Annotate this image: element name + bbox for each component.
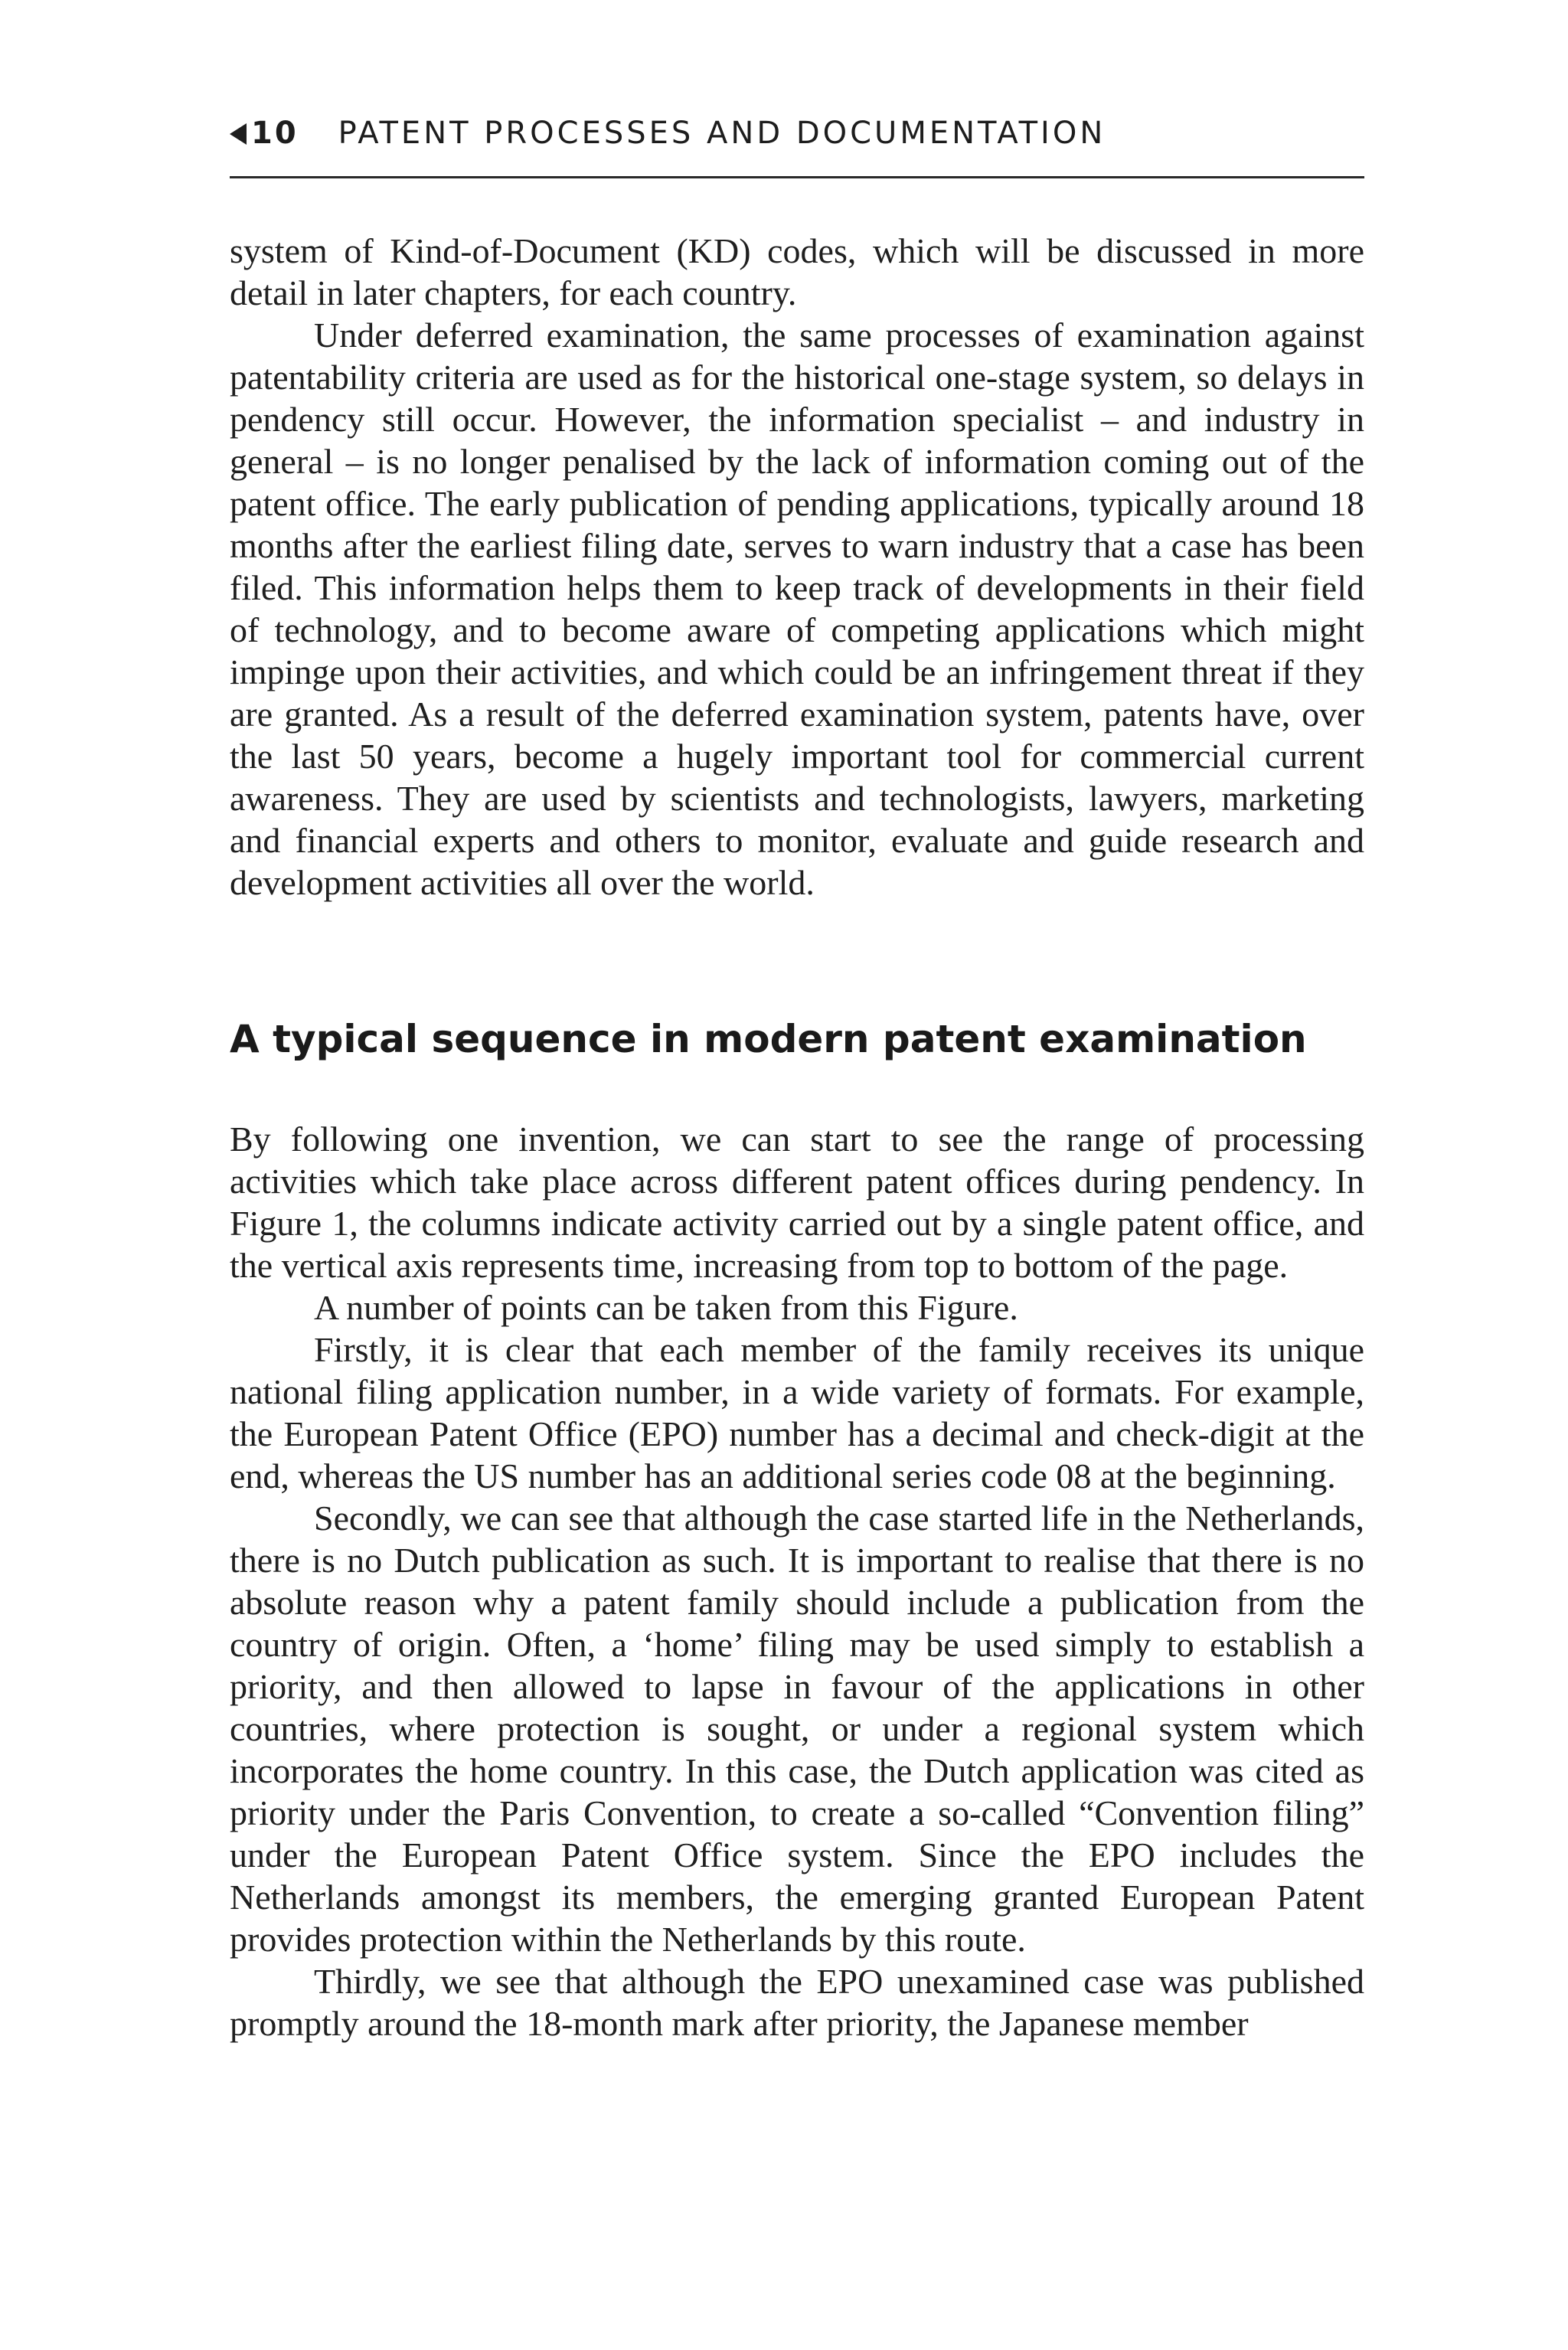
intro-text-block bbox=[230, 230, 1364, 904]
paragraph: Secondly, we can see that although the case started life in the Netherlands, there is no Dutch publication as such. It is important to realise that there is no absolute reason why a patent family should include a publication from the country of origin. Often, a ‘home’ filing may be used simply to establish a priority, and then allowed to lapse in favour of the applications in other countries, where protection is sought, or under a regional system which incorporates the home country. In this case, the Dutch application was cited as priority under the Paris Convention, to create a so-called “Convention filing” under the European Patent Office system. Since the EPO includes the Netherlands amongst its members, the emerging granted European Patent provides protection within the Netherlands by this route. bbox=[230, 1499, 1364, 1959]
section-heading: A typical sequence in modern patent examination bbox=[230, 1017, 1307, 1061]
paragraph: Under deferred examination, the same processes of examination against patentability criteria are used as for the historical one-stage system, so delays in pendency still occur. However, the information specialist – and industry in general – is no longer penalised by the lack of information coming out of the patent office. The early publication of pending applications, typically around 18 months after the earliest filing date, serves to warn industry that a case has been filed. This information helps them to keep track of developments in their field of technology, and to become aware of competing applications which might impinge upon their activities, and which could be an infringement threat if they are granted. As a result of the deferred examination system, patents have, over the last 50 years, become a hugely important tool for commercial current awareness. They are used by scientists and technologists, lawyers, marketing and financial experts and others to monitor, evaluate and guide research and development activities all over the world. bbox=[230, 315, 1364, 902]
page-number: 10 bbox=[251, 116, 299, 151]
running-head bbox=[230, 115, 1364, 152]
running-title: PATENT PROCESSES AND DOCUMENTATION bbox=[338, 116, 1106, 151]
paragraph: By following one invention, we can start to see the range of processing activities which take place across different patent offices during pendency. In Figure 1, the columns indicate activity carried out by a single patent office, and the vertical axis represents time, increasing from top to bottom of the page. bbox=[230, 1119, 1364, 1285]
header-rule bbox=[230, 176, 1364, 178]
paragraph: system of Kind-of-Document (KD) codes, which will be discussed in more detail in later chapters, for each country. bbox=[230, 231, 1364, 312]
left-arrow-marker-icon bbox=[230, 123, 247, 145]
paragraph: A number of points can be taken from this Figure. bbox=[314, 1288, 1018, 1327]
paragraph: Firstly, it is clear that each member of the family receives its unique national filing application number, in a wide variety of formats. For example, the European Patent Office (EPO) number has a decimal and check-digit at the end, whereas the US number has an additional series code 08 at the beginning. bbox=[230, 1330, 1364, 1495]
paragraph: Thirdly, we see that although the EPO unexamined case was published promptly around the 18-month mark after priority, the Japanese member bbox=[230, 1962, 1364, 2043]
section-text-block bbox=[230, 1118, 1364, 2044]
